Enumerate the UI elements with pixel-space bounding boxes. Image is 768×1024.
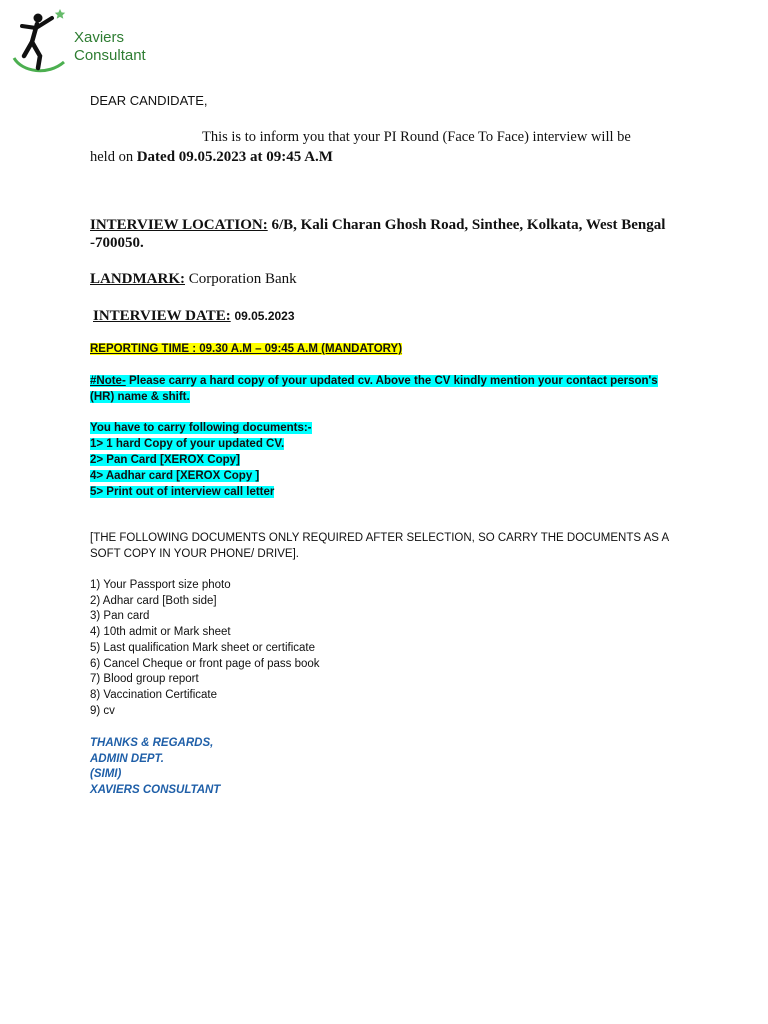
reporting-time [90, 341, 402, 357]
intro-dated: Dated 09.05.2023 at 09:45 A.M [136, 149, 333, 165]
interview-location [90, 216, 680, 252]
logo-line-2: Consultant [74, 47, 146, 64]
company-logo [8, 6, 158, 82]
list-item: 3) Pan card [90, 610, 150, 623]
interview-date [93, 308, 295, 325]
list-item: 5> Print out of interview call letter [90, 486, 275, 498]
note-text: Please carry a hard copy of your updated cv. Above the CV kindly mention your contact person's (HR) name & shift. [90, 375, 658, 403]
landmark-value: Corporation Bank [188, 271, 297, 287]
note [90, 373, 680, 405]
list-item: 6) Cancel Cheque or front page of pass book [90, 657, 320, 670]
logo-line-1: Xaviers [74, 29, 125, 46]
location-label: INTERVIEW LOCATION: [90, 217, 268, 233]
greeting: DEAR CANDIDATE, [90, 93, 208, 108]
location-value: 6/B, Kali Charan Ghosh Road, Sinthee, Kolkata, West Bengal -700050. [90, 217, 666, 251]
list-item: 4) 10th admit or Mark sheet [90, 626, 231, 639]
running-figure-logo-icon [8, 6, 72, 82]
list-item: 1> 1 hard Copy of your updated CV. [90, 438, 285, 450]
following-note: [THE FOLLOWING DOCUMENTS ONLY REQUIRED AFTER SELECTION, SO CARRY THE DOCUMENTS AS A SOFT COPY IN YOUR PHONE/ DRIVE]. [90, 532, 669, 560]
carry-documents [90, 420, 312, 500]
interview-date-label: INTERVIEW DATE: [93, 308, 231, 324]
landmark [90, 271, 297, 288]
intro-line-2-prefix: held on [90, 149, 134, 165]
logo-text [74, 29, 146, 65]
list-item: 4> Aadhar card [XEROX Copy ] [90, 470, 260, 482]
reporting-time-text: REPORTING TIME : 09.30 A.M – 09:45 A.M (MANDATORY) [90, 343, 403, 355]
intro-paragraph [90, 127, 680, 167]
list-item: 9) cv [90, 704, 115, 717]
list-item: 2) Adhar card [Both side] [90, 594, 217, 607]
list-item: 8) Vaccination Certificate [90, 688, 217, 701]
note-label: #Note- [90, 375, 126, 387]
carry-heading: You have to carry following documents:- [90, 422, 312, 434]
regards-line: THANKS & REGARDS, [90, 737, 214, 749]
list-item: 2> Pan Card [XEROX Copy] [90, 454, 240, 466]
list-item: 7) Blood group report [90, 673, 199, 686]
regards-line: XAVIERS CONSULTANT [90, 784, 221, 797]
regards-line: (SIMI) [90, 768, 122, 781]
landmark-label: LANDMARK: [90, 271, 185, 287]
list-item: 5) Last qualification Mark sheet or certificate [90, 641, 315, 654]
interview-date-value: 09.05.2023 [234, 309, 295, 323]
list-item: 1) Your Passport size photo [90, 579, 231, 591]
intro-line-1: This is to inform you that your PI Round (Face To Face) interview will be [202, 129, 631, 145]
signature-block [90, 736, 220, 799]
after-selection-list [90, 578, 320, 719]
regards-line: ADMIN DEPT. [90, 752, 164, 765]
